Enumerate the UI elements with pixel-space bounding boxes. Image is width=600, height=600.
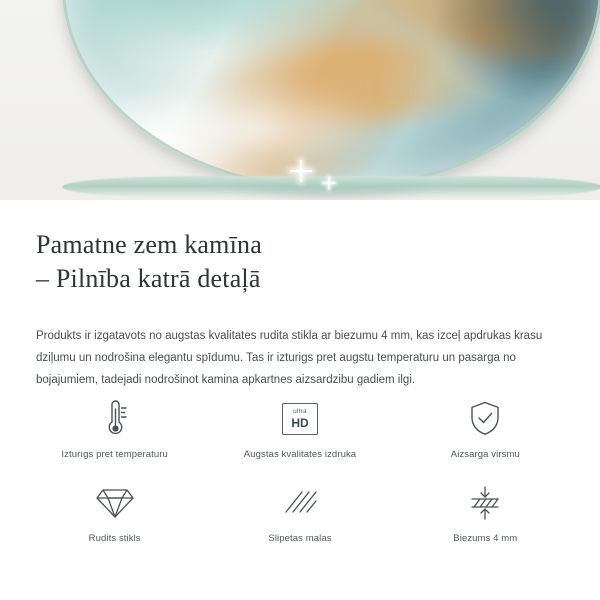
feature-item [207, 482, 392, 544]
feature-grid [22, 398, 578, 544]
polished-edges-icon [282, 482, 318, 524]
decorative-swirl-gold-2 [355, 0, 600, 77]
feature-label: Biezums 4 mm [453, 533, 518, 544]
headline-line-1: Pamatne zem kamīna [36, 230, 262, 259]
page-title [36, 228, 576, 297]
feature-item [22, 482, 207, 544]
feature-item [22, 398, 207, 460]
decorative-swirl-gold-3 [209, 27, 516, 138]
feature-label: Slipetas malas [268, 533, 332, 544]
feature-label: Aizsarga virsmu [450, 449, 520, 460]
feature-label: Augstas kvalitates izdruka [243, 449, 357, 460]
decorative-swirl-dark [432, 0, 600, 92]
diamond-icon [95, 482, 135, 524]
feature-label: Rudits stikls [88, 533, 141, 544]
text-content [36, 228, 576, 392]
description-paragraph: Produkts ir izgatavots no augstas kvalitates rudita stikla ar biezumu 4 mm, kas izceļ apdrukas krasu dziļumu un nodrošina elegantu spīdumu. Tas ir izturigs pret augstu temperaturu un pasarga no bojajumiem, tadejadi nodrošinot kamina apkartnes aizsardzibu gadiem ilgi. [36, 329, 543, 387]
decorative-swirl-teal [82, 0, 312, 52]
feature-item [393, 398, 578, 460]
ultra-hd-icon: ultra HD [282, 398, 318, 440]
feature-label: Izturıgs pret temperaturu [61, 449, 168, 460]
shield-check-icon [468, 398, 502, 440]
thermometer-icon [101, 398, 129, 440]
headline-line-2: – Pilnība katrā detaļā [36, 264, 261, 294]
glass-edge-highlight [62, 176, 600, 198]
decorative-swirl-white [122, 82, 382, 177]
thickness-arrows-icon [466, 482, 504, 524]
feature-item [393, 482, 578, 544]
hero-image [0, 0, 600, 200]
feature-item [207, 398, 392, 460]
